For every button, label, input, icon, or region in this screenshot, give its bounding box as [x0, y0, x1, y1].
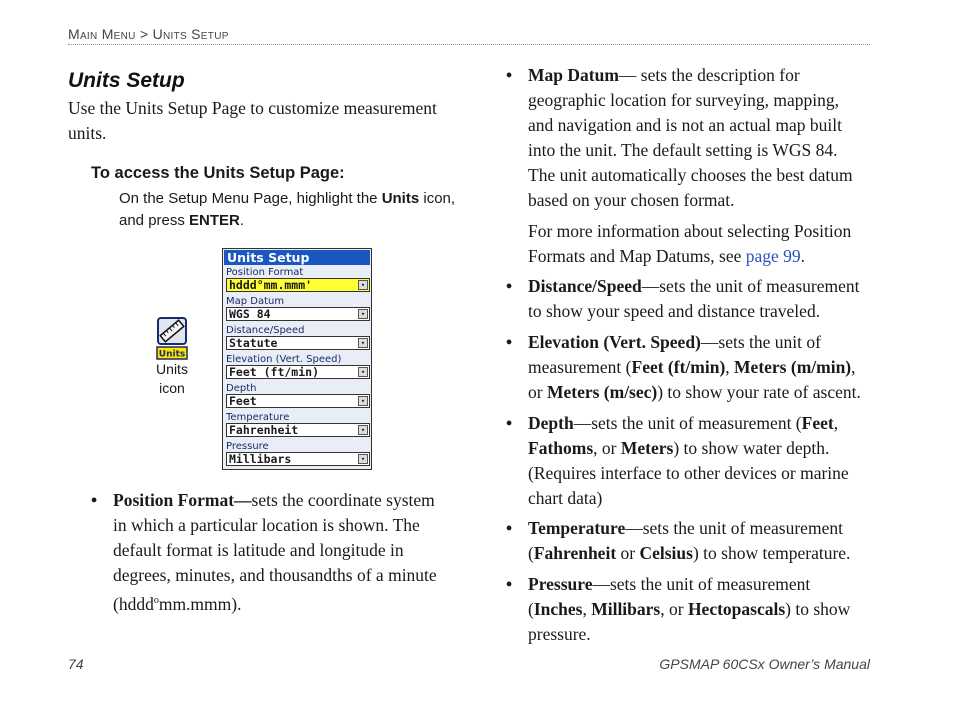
dropdown-arrow-icon[interactable]: ▾ — [358, 454, 368, 464]
dropdown-arrow-icon[interactable]: ▾ — [358, 280, 368, 290]
breadcrumb-main[interactable]: Main Menu — [68, 26, 136, 42]
screen-setting-label: Position Format — [226, 267, 304, 278]
header-divider — [68, 44, 870, 45]
screen-setting-value: Feet — [229, 394, 257, 408]
screen-setting-label: Map Datum — [226, 296, 285, 307]
screen-setting-label: Temperature — [226, 412, 290, 423]
dropdown-arrow-icon[interactable]: ▾ — [358, 338, 368, 348]
units-setup-screen — [222, 248, 372, 470]
screen-setting-label: Distance/Speed — [226, 325, 305, 336]
section-title: Units Setup — [68, 69, 185, 92]
screen-setting-dropdown[interactable] — [226, 365, 370, 379]
screen-setting-row — [226, 412, 370, 437]
more-info-paragraph: For more information about selecting Position Formats and Map Datums, see page 99. — [528, 221, 852, 266]
bullet-elevation: • Elevation (Vert. Speed)—sets the unit of measurement (Feet (ft/min), Meters (m/min), or Meters (m/sec)) to show your rate of ascent. — [506, 332, 861, 402]
dropdown-arrow-icon[interactable]: ▾ — [358, 425, 368, 435]
dropdown-arrow-icon[interactable]: ▾ — [358, 396, 368, 406]
screen-setting-value: WGS 84 — [229, 307, 271, 321]
units-icon-caption: Units icon — [156, 361, 188, 396]
screen-setting-row — [226, 354, 370, 379]
units-icon-badge: Units — [158, 349, 186, 360]
bullet-temperature: • Temperature—sets the unit of measurement (Fahrenheit or Celsius) to show temperature. — [506, 518, 851, 563]
screen-setting-dropdown[interactable] — [226, 278, 370, 292]
bullet-map-datum: • Map Datum— sets the description for geographic location for surveying, mapping, and navigation and is not an actual map built into the unit. The default setting is WGS 84. The unit automatically chooses the best datum based on your chosen format. — [506, 65, 853, 210]
intro-paragraph: Use the Units Setup Page to customize measurement units. — [68, 98, 437, 143]
screen-title: Units Setup — [224, 250, 370, 265]
screen-setting-row — [226, 325, 370, 350]
screen-setting-label: Elevation (Vert. Speed) — [226, 354, 342, 365]
page-number: 74 — [68, 656, 84, 672]
bullet-depth: • Depth—sets the unit of measurement (Feet, Fathoms, or Meters) to show water depth. (Requires interface to other devices or marine chart data) — [506, 413, 849, 508]
screen-setting-value: Millibars — [229, 452, 292, 466]
page-99-link[interactable]: page 99 — [745, 246, 801, 266]
dropdown-arrow-icon[interactable]: ▾ — [358, 309, 368, 319]
breadcrumb-separator: > — [139, 26, 149, 42]
procedure-step: On the Setup Menu Page, highlight the Units icon, and press ENTER. — [119, 190, 456, 229]
screen-setting-value: Statute — [229, 336, 278, 350]
screen-setting-dropdown[interactable] — [226, 452, 370, 466]
screen-setting-label: Depth — [226, 383, 257, 394]
screen-setting-row — [226, 267, 370, 292]
screen-setting-label: Pressure — [226, 441, 269, 452]
screen-setting-dropdown[interactable] — [226, 307, 370, 321]
breadcrumb-current: Units Setup — [152, 26, 229, 42]
screen-setting-value: Feet (ft/min) — [229, 365, 320, 379]
procedure-heading: To access the Units Setup Page: — [91, 164, 345, 182]
bullet-distance-speed: • Distance/Speed—sets the unit of measurement to show your speed and distance traveled. — [506, 276, 860, 321]
screen-setting-value: hddd°mm.mmm' — [229, 278, 313, 292]
manual-title: GPSMAP 60CSx Owner’s Manual — [659, 656, 870, 672]
screen-setting-value: Fahrenheit — [229, 423, 299, 437]
bullet-pressure: • Pressure—sets the unit of measurement (Inches, Millibars, or Hectopascals) to show pressure. — [506, 574, 851, 644]
screen-setting-row — [226, 441, 370, 466]
screen-setting-dropdown[interactable] — [226, 336, 370, 350]
screen-setting-dropdown[interactable] — [226, 394, 370, 408]
breadcrumb — [68, 26, 229, 42]
screen-setting-dropdown[interactable] — [226, 423, 370, 437]
units-ruler-icon — [156, 316, 188, 360]
screen-setting-row — [226, 383, 370, 408]
bullet-position-format: • Position Format—sets the coordinate system in which a particular location is shown. The default format is latitude and longitude in degrees, minutes, and thousandths of a minute (hddd$^o$mm.mmm). — [91, 490, 437, 614]
screen-setting-row — [226, 296, 370, 321]
dropdown-arrow-icon[interactable]: ▾ — [358, 367, 368, 377]
